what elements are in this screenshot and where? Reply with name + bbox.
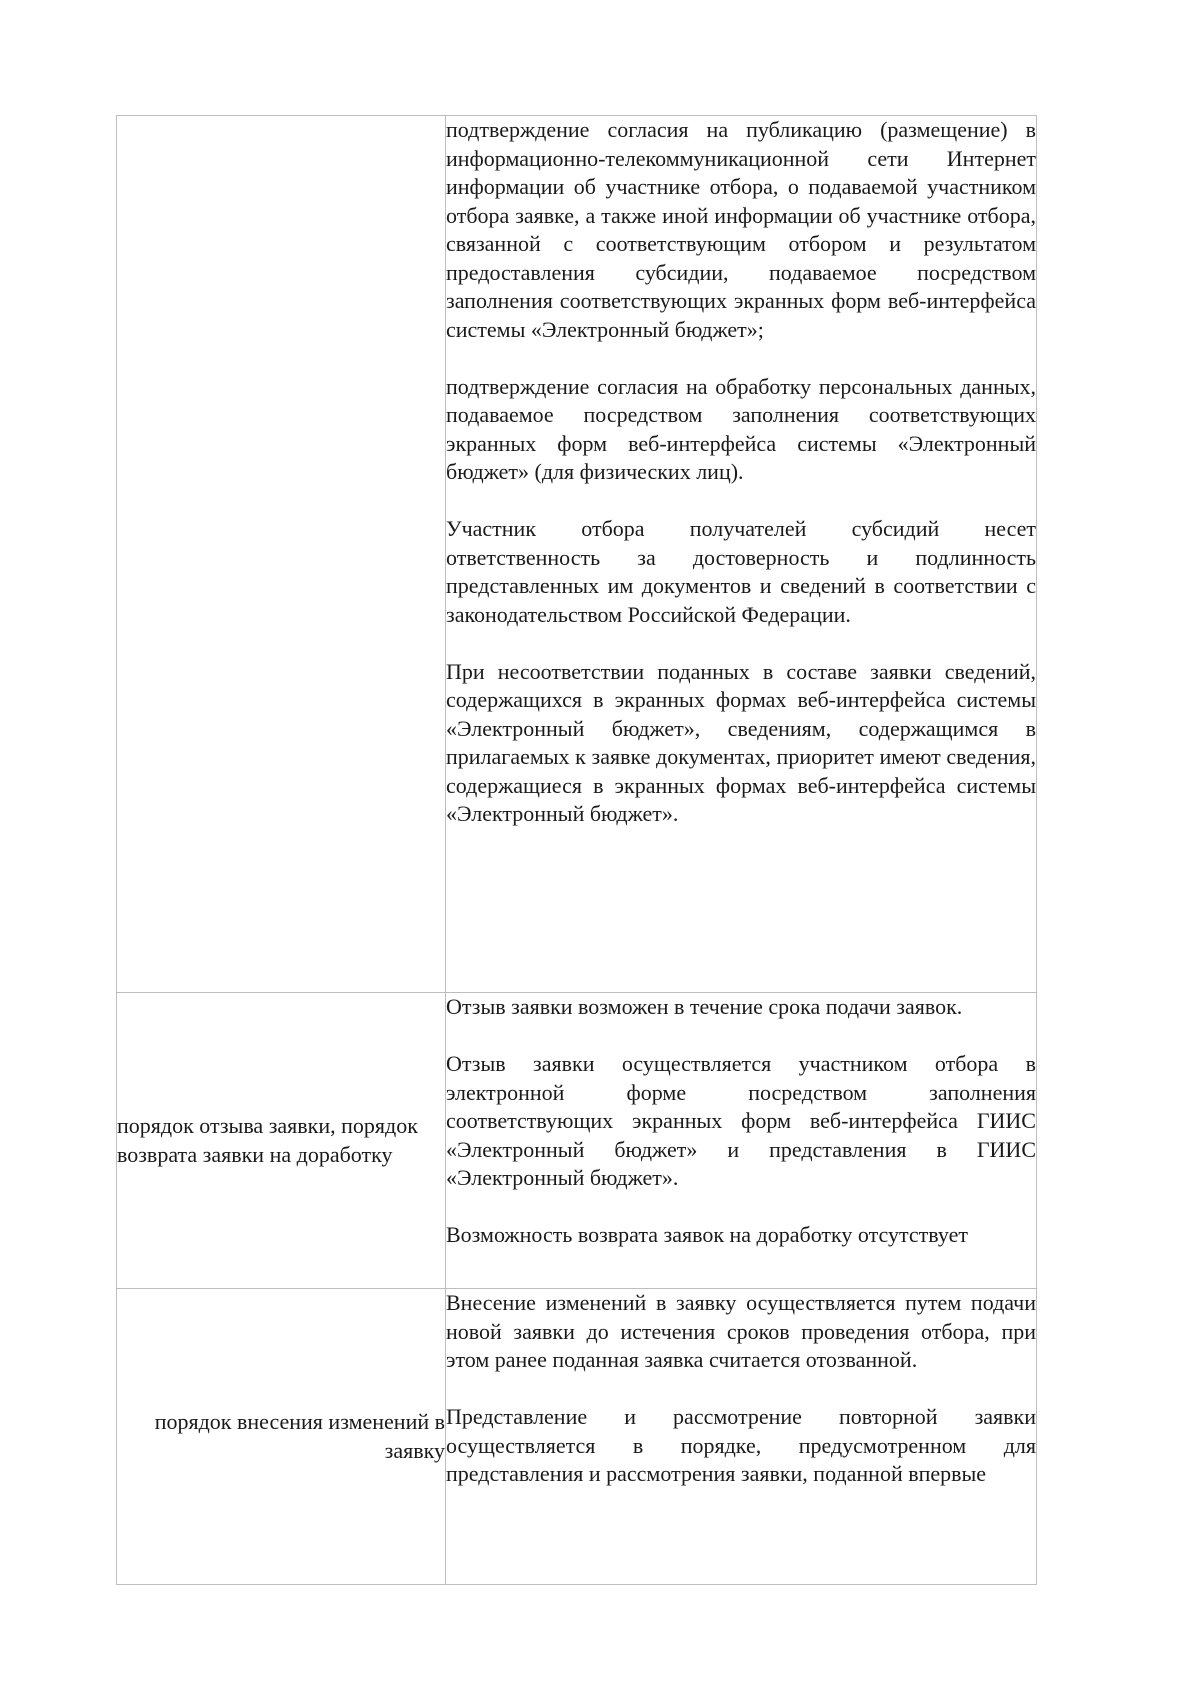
row-label-cell [117,1289,446,1585]
row-label: порядок отзыва заявки, порядок возврата заявки на доработку [117,1113,418,1167]
content-paragraph: подтверждение согласия на публикацию (размещение) в информационно-телекоммуникационной сети Интернет информации об участнике отбора, о подаваемой участником отбора заявке, а также иной информации об участнике отбора, связанной с соответствующим отбором и результатом предоставления субсидии, подаваемое посредством заполнения соответствующих экранных форм веб-интерфейса системы «Электронный бюджет»; [446,117,1036,342]
table-row [117,116,1037,993]
row-label: порядок внесения изменений в заявку [154,1409,445,1463]
content-paragraph: Отзыв заявки возможен в течение срока подачи заявок. [446,994,963,1019]
row-content-cell [446,993,1037,1289]
row-label-cell [117,116,446,993]
content-paragraph: Участник отбора получателей субсидий несет ответственность за достоверность и подлинность представленных им документов и сведений в соответствии с законодательством Российской Федерации. [446,516,1036,627]
requirements-table [116,115,1037,1585]
row-content-cell [446,1289,1037,1585]
content-paragraph: Представление и рассмотрение повторной заявки осуществляется в порядке, предусмотренном для представления и рассмотрения заявки, поданной впервые [446,1404,1036,1486]
table-row [117,993,1037,1289]
content-paragraph: Внесение изменений в заявку осуществляется путем подачи новой заявки до истечения сроков проведения отбора, при этом ранее поданная заявка считается отозванной. [446,1290,1036,1372]
row-content-cell [446,116,1037,993]
table-row [117,1289,1037,1585]
content-paragraph: подтверждение согласия на обработку персональных данных, подаваемое посредством заполнения соответствующих экранных форм веб-интерфейса системы «Электронный бюджет» (для физических лиц). [446,373,1036,484]
content-paragraph: Отзыв заявки осуществляется участником отбора в электронной форме посредством заполнения соответствующих экранных форм веб-интерфейса ГИИС «Электронный бюджет» и представления в ГИИС «Электронный бюджет». [446,1051,1036,1190]
content-paragraph: При несоответствии поданных в составе заявки сведений, содержащихся в экранных формах веб-интерфейса системы «Электронный бюджет», сведениям, содержащимся в прилагаемых к заявке документах, приоритет имеют сведения, содержащиеся в экранных формах веб-интерфейса системы «Электронный бюджет». [446,658,1036,826]
row-label-cell [117,993,446,1289]
content-paragraph: Возможность возврата заявок на доработку отсутствует [446,1222,968,1247]
